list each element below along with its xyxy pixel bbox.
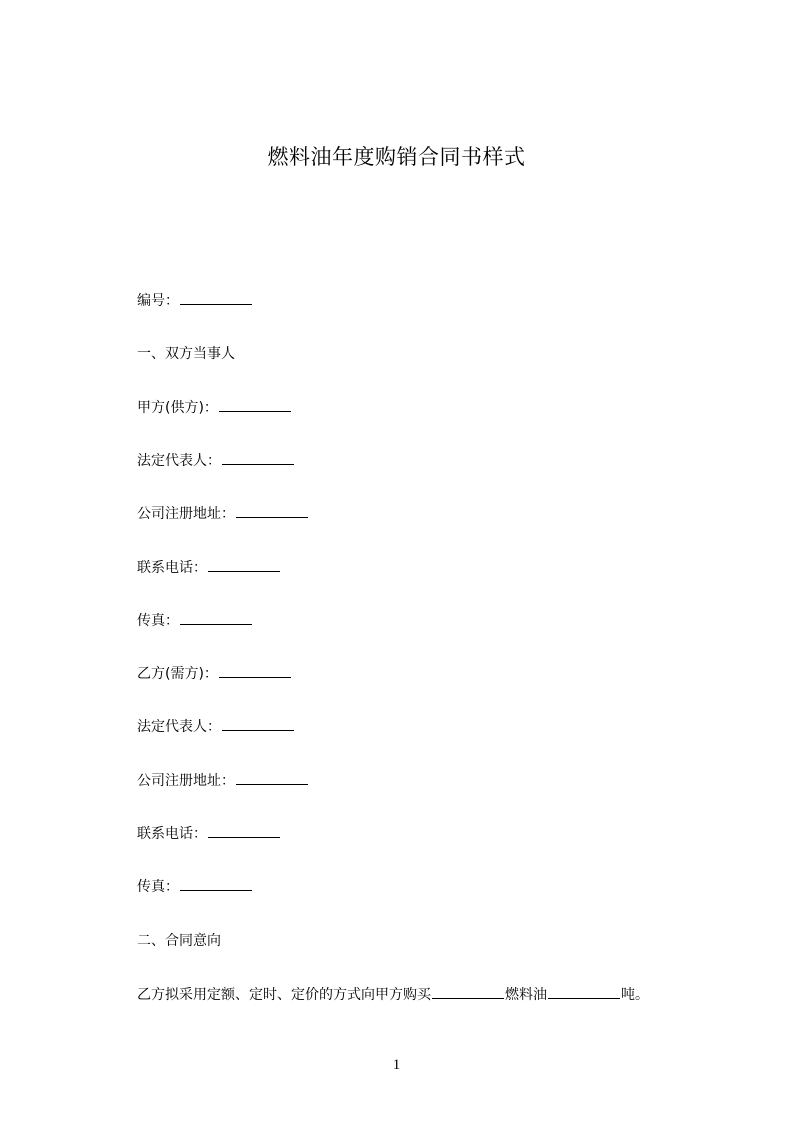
party-a-blank — [219, 398, 291, 412]
party-b-address-line — [137, 770, 309, 792]
party-b-address-blank — [236, 771, 308, 785]
contract-number-blank — [180, 291, 252, 305]
party-a-phone-line — [137, 557, 281, 579]
party-a-line — [137, 397, 292, 419]
fuel-type-blank — [432, 985, 504, 999]
contract-number-line — [137, 290, 253, 312]
party-b-phone-blank — [208, 824, 280, 838]
party-b-blank — [219, 664, 291, 678]
section-heading-intent: 二、合同意向 — [137, 933, 221, 949]
party-b-fax-blank — [180, 877, 252, 891]
party-b-phone-line — [137, 823, 281, 845]
page-title: 燃料油年度购销合同书样式 — [267, 145, 526, 169]
party-a-address-blank — [236, 504, 308, 518]
party-a-representative-label: 法定代表人： — [137, 453, 221, 469]
contract-number-label: 编号： — [137, 293, 179, 309]
intent-text-part1: 乙方拟采用定额、定时、定价的方式向甲方购买 — [137, 987, 431, 1003]
party-a-representative-blank — [222, 451, 294, 465]
tonnage-blank — [548, 985, 620, 999]
intent-text-part2: 燃料油 — [505, 987, 547, 1003]
party-a-phone-label: 联系电话： — [137, 560, 207, 576]
party-a-label: 甲方(供方)： — [137, 400, 218, 416]
party-a-representative-line — [137, 450, 295, 472]
party-b-fax-label: 传真： — [137, 879, 179, 895]
party-b-fax-line — [137, 876, 253, 898]
party-a-phone-blank — [208, 558, 280, 572]
party-a-fax-label: 传真： — [137, 613, 179, 629]
party-a-fax-line — [137, 610, 253, 632]
party-a-fax-blank — [180, 611, 252, 625]
party-b-address-label: 公司注册地址： — [137, 773, 235, 789]
party-b-representative-line — [137, 716, 295, 738]
party-b-phone-label: 联系电话： — [137, 826, 207, 842]
section-heading-parties: 一、双方当事人 — [137, 346, 235, 362]
party-b-representative-blank — [222, 717, 294, 731]
party-a-address-line — [137, 503, 309, 525]
party-a-address-label: 公司注册地址： — [137, 506, 235, 522]
party-b-label: 乙方(需方)： — [137, 666, 218, 682]
intent-paragraph — [137, 984, 649, 1006]
party-b-line — [137, 663, 292, 685]
party-b-representative-label: 法定代表人： — [137, 719, 221, 735]
intent-text-part3: 吨。 — [621, 987, 649, 1003]
page-number: 1 — [392, 1057, 401, 1073]
